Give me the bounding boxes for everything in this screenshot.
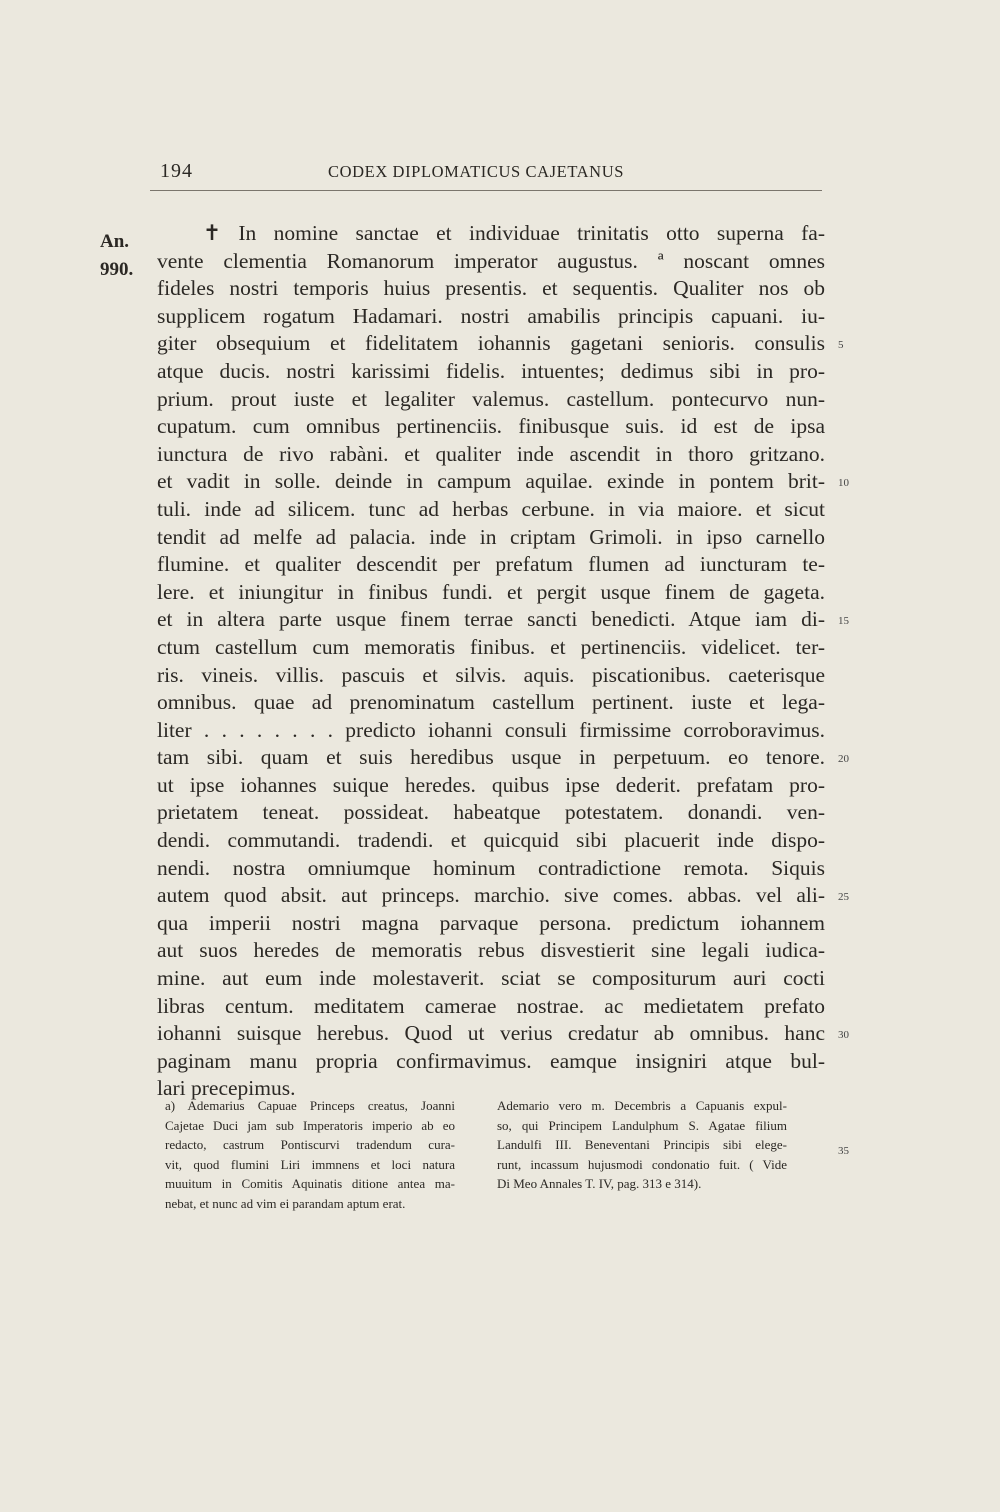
footnote-line: Di Meo Annales T. IV, pag. 313 e 314). bbox=[497, 1176, 702, 1192]
header-rule bbox=[150, 190, 822, 191]
text-line: atque ducis. nostri karissimi fidelis. intuentes; dedimus sibi in pro- bbox=[157, 358, 825, 383]
text-line: flumine. et qualiter descendit per prefatum flumen ad iuncturam te- bbox=[157, 552, 825, 577]
charter-text bbox=[157, 220, 825, 1103]
page-number: 194 bbox=[160, 160, 193, 182]
text-line: tendit ad melfe ad palacia. inde in criptam Grimoli. in ipso carnello bbox=[157, 524, 825, 549]
text-line: lari precepimus. bbox=[157, 1076, 296, 1101]
line-number: 20 bbox=[838, 753, 849, 766]
footnote-line: Landulfi III. Beneventani Principis sibi elege- bbox=[497, 1137, 787, 1153]
text-line: qua imperii nostri magna parvaque persona. predictum iohannem bbox=[157, 910, 825, 935]
text-line: supplicem rogatum Hadamari. nostri amabilis principis capuani. iu- bbox=[157, 303, 825, 328]
footnote-line-number: 35 bbox=[838, 1145, 849, 1157]
line-number: 5 bbox=[838, 339, 844, 352]
text-line: tuli. inde ad silicem. tunc ad herbas cerbune. in via maiore. et sicut bbox=[157, 496, 825, 521]
footnote-line: redacto, castrum Pontiscurvi tradendum cura- bbox=[165, 1137, 455, 1153]
text-line: iunctura de rivo rabàni. et qualiter inde ascendit in thoro gritzano. bbox=[157, 441, 825, 466]
footnote-line: Ademario vero m. Decembris a Capuanis expul- bbox=[497, 1098, 787, 1113]
page-header bbox=[150, 158, 830, 188]
line-number: 25 bbox=[838, 891, 849, 904]
text-line: vente clementia Romanorum imperator augustus. ª noscant omnes bbox=[157, 248, 825, 273]
footnote-line: so, qui Principem Landulphum S. Agatae filium bbox=[497, 1117, 787, 1133]
margin-year-note bbox=[100, 228, 133, 283]
year-label-an: An. bbox=[100, 231, 130, 252]
text-line: libras centum. meditatem camerae nostrae. ac medietatem prefato bbox=[157, 993, 825, 1018]
text-line: et vadit in solle. deinde in campum aquilae. exinde in pontem brit- bbox=[157, 469, 825, 494]
line-number: 10 bbox=[838, 477, 849, 490]
text-line: et in altera parte usque finem terrae sancti benedicti. Atque iam di- bbox=[157, 607, 825, 632]
text-line: cupatum. cum omnibus pertinenciis. finibusque suis. id est de ipsa bbox=[157, 414, 825, 439]
text-line: prietatem teneat. possideat. habeatque potestatem. donandi. ven- bbox=[157, 800, 825, 825]
text-line: tam sibi. quam et suis heredibus usque in perpetuum. eo tenore. bbox=[157, 745, 825, 770]
text-line: ✝ In nomine sanctae et individuae trinitatis otto superna fa- bbox=[203, 221, 825, 245]
text-line: omnibus. quae ad prenominatum castellum pertinent. iuste et lega- bbox=[157, 690, 825, 715]
line-number: 15 bbox=[838, 615, 849, 628]
text-line: autem quod absit. aut princeps. marchio. sive comes. abbas. vel ali- bbox=[157, 883, 825, 908]
text-line: paginam manu propria confirmavimus. eamque insigniri atque bul- bbox=[157, 1048, 825, 1073]
footnote-line: runt, incassum hujusmodi condonatio fuit. ( Vide bbox=[497, 1156, 787, 1172]
year-label-990: 990. bbox=[100, 258, 134, 280]
footnote-left-column bbox=[165, 1096, 455, 1214]
text-line: aut suos heredes de memoratis rebus disvestierit sine legali iudica- bbox=[157, 938, 825, 963]
line-number: 30 bbox=[838, 1029, 849, 1042]
text-line: giter obsequium et fidelitatem iohannis gagetani senioris. consulis bbox=[157, 331, 825, 356]
text-line: prium. prout iuste et legaliter valemus. castellum. pontecurvo nun- bbox=[157, 386, 825, 411]
text-line: ut ipse iohannes suique heredes. quibus ipse dederit. prefatam pro- bbox=[157, 772, 825, 797]
footnote-line: a) Ademarius Capuae Princeps creatus, Joanni bbox=[165, 1098, 455, 1113]
footnote-right-column bbox=[497, 1096, 787, 1194]
running-head: CODEX DIPLOMATICUS CAJETANUS bbox=[328, 162, 624, 181]
footnote-line: muuitum in Comitis Aquinatis ditione antea ma- bbox=[165, 1176, 455, 1192]
text-line: mine. aut eum inde molestaverit. sciat se compositurum auri cocti bbox=[157, 966, 825, 991]
footnote-line: vit, quod flumini Liri immnens et loci natura bbox=[165, 1156, 455, 1172]
text-line: fideles nostri temporis huius presentis. et sequentis. Qualiter nos ob bbox=[157, 276, 825, 301]
text-line: lere. et iniungitur in finibus fundi. et pergit usque finem de gageta. bbox=[157, 579, 825, 604]
text-line: iohanni suisque herebus. Quod ut verius credatur ab omnibus. hanc bbox=[157, 1021, 825, 1046]
text-line: ris. vineis. villis. pascuis et silvis. aquis. piscationibus. caeterisque bbox=[157, 662, 825, 687]
text-line: ctum castellum cum memoratis finibus. et pertinenciis. videlicet. ter- bbox=[157, 634, 825, 659]
text-line: dendi. commutandi. tradendi. et quicquid sibi placuerit inde dispo- bbox=[157, 828, 825, 853]
text-line: liter . . . . . . . . predicto iohanni consuli firmissime corroboravimus. bbox=[157, 717, 825, 742]
text-line: nendi. nostra omniumque hominum contradictione remota. Siquis bbox=[157, 855, 825, 880]
footnote-line: Cajetae Duci jam sub Imperatoris imperio ab eo bbox=[165, 1117, 455, 1133]
footnote-line: nebat, et nunc ad vim ei parandam aptum erat. bbox=[165, 1195, 406, 1211]
